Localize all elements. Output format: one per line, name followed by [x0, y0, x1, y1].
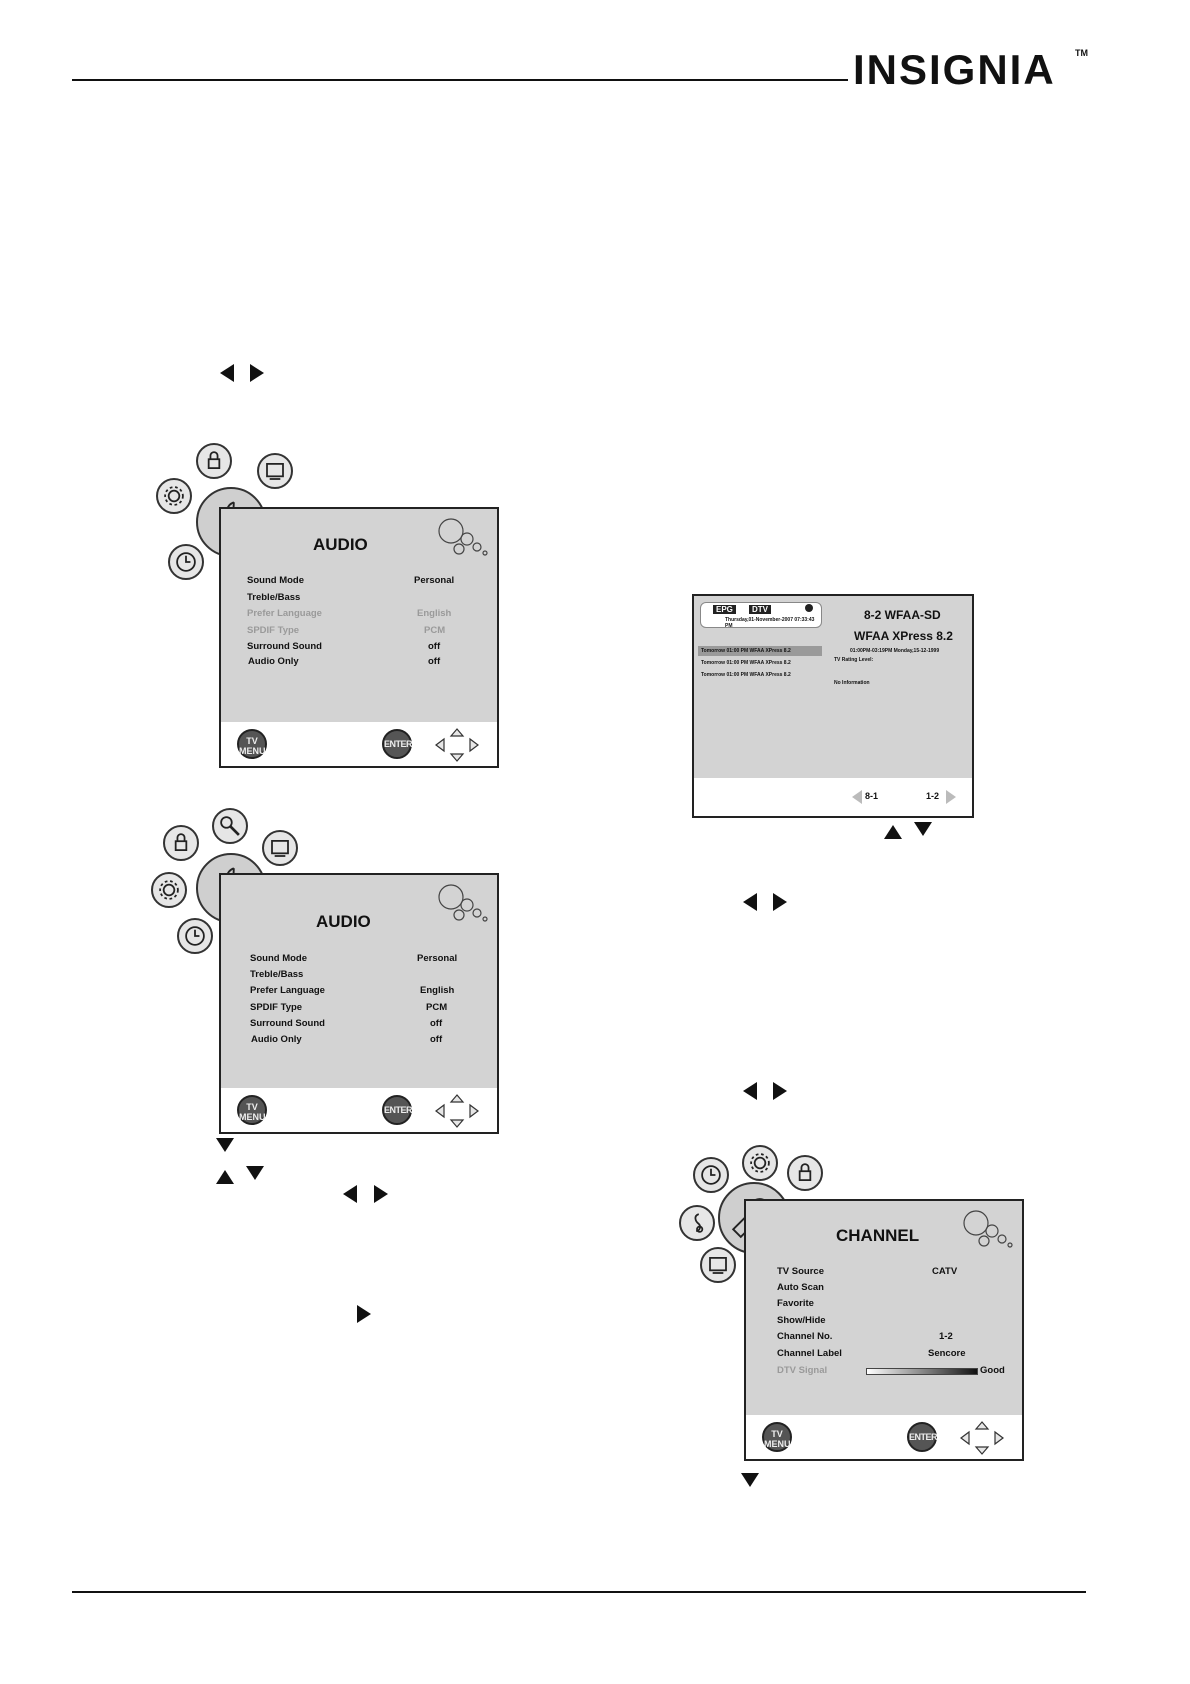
picture-icon — [262, 830, 298, 866]
row-label[interactable]: Auto Scan — [777, 1282, 824, 1293]
left-arrow-icon — [743, 893, 757, 911]
down-arrow-icon — [246, 1166, 264, 1180]
row-label[interactable]: Channel Label — [777, 1348, 842, 1359]
row-label[interactable]: Channel No. — [777, 1331, 833, 1342]
row-value: CATV — [932, 1266, 958, 1277]
row-value: off — [428, 641, 441, 652]
list-item[interactable]: Tomorrow 01:00 PM WFAA XPress 8.2 — [701, 672, 791, 678]
row-label[interactable]: Audio Only — [248, 656, 299, 667]
picture-icon — [700, 1247, 736, 1283]
right-arrow-icon — [357, 1305, 371, 1323]
row-value: off — [430, 1018, 443, 1029]
epg-rating: TV Rating Level: — [834, 657, 874, 663]
epg-time-range: 01:00PM-03:19PM Monday,15-12-1999 — [850, 648, 940, 654]
dtv-tag: DTV — [749, 605, 771, 614]
menu-title: AUDIO — [316, 912, 371, 931]
epg-info: No Information — [834, 680, 870, 686]
row-value: Good — [980, 1365, 1005, 1376]
settings-icon — [151, 872, 187, 908]
down-arrow-icon — [216, 1138, 234, 1152]
row-label[interactable]: SPDIF Type — [250, 1002, 303, 1013]
right-arrow-icon — [374, 1185, 388, 1203]
prev-arrow-icon[interactable] — [852, 790, 862, 804]
audio-menu-2 — [219, 873, 499, 1134]
row-value: English — [420, 985, 455, 996]
up-arrow-icon — [884, 825, 902, 839]
settings-icon — [742, 1145, 778, 1181]
down-arrow-icon — [914, 822, 932, 836]
right-arrow-icon — [773, 893, 787, 911]
nav-arrows-icon — [960, 1421, 1004, 1455]
brand-logo: INSIGNIA — [853, 46, 1056, 93]
settings-icon — [156, 478, 192, 514]
epg-footer — [694, 778, 972, 816]
epg-channel: 8-2 WFAA-SD — [864, 608, 941, 622]
epg-tag-box — [700, 602, 822, 628]
tv-menu-button[interactable]: TV MENU — [237, 729, 267, 759]
row-label[interactable]: Surround Sound — [250, 1018, 325, 1029]
row-label[interactable]: Treble/Bass — [250, 969, 304, 980]
menu-footer — [221, 722, 497, 766]
header-rule — [72, 79, 848, 81]
row-label: Prefer Language — [247, 608, 322, 619]
lock-icon — [163, 825, 199, 861]
row-value: 1-2 — [939, 1331, 953, 1342]
picture-icon — [257, 453, 293, 489]
epg-program: WFAA XPress 8.2 — [854, 629, 953, 643]
row-label[interactable]: Treble/Bass — [247, 592, 301, 603]
channel-menu — [744, 1199, 1024, 1461]
lock-icon — [196, 443, 232, 479]
globe-clock-icon — [168, 544, 204, 580]
row-label: SPDIF Type — [247, 625, 300, 636]
menu-title: AUDIO — [313, 535, 368, 554]
row-value: Personal — [414, 575, 455, 586]
next-arrow-icon[interactable] — [946, 790, 956, 804]
decor-bubbles-icon — [437, 881, 493, 925]
list-item[interactable]: Tomorrow 01:00 PM WFAA XPress 8.2 — [701, 660, 791, 666]
enter-button[interactable]: ENTER — [382, 729, 412, 759]
down-arrow-icon — [741, 1473, 759, 1487]
audio-icon — [679, 1205, 715, 1241]
audio-menu-1 — [219, 507, 499, 768]
signal-bar-fill — [867, 1369, 977, 1374]
right-arrow-icon — [773, 1082, 787, 1100]
prev-channel[interactable]: 8-1 — [865, 791, 879, 801]
decor-bubbles-icon — [437, 515, 493, 559]
right-arrow-icon — [250, 364, 264, 382]
left-arrow-icon — [220, 364, 234, 382]
row-value: Personal — [417, 953, 458, 964]
channel-icon — [212, 808, 248, 844]
footer-rule — [72, 1591, 1086, 1593]
decor-bubbles-icon — [962, 1207, 1018, 1251]
tv-menu-button[interactable]: TV MENU — [237, 1095, 267, 1125]
nav-arrows-icon — [435, 728, 479, 762]
epg-date: Thursday,01-November-2007 07:33:43 PM — [725, 617, 815, 629]
row-label[interactable]: Sound Mode — [247, 575, 304, 586]
left-arrow-icon — [743, 1082, 757, 1100]
row-label[interactable]: Favorite — [777, 1298, 814, 1309]
tv-menu-button[interactable]: TV MENU — [762, 1422, 792, 1452]
enter-button[interactable]: ENTER — [907, 1422, 937, 1452]
up-arrow-icon — [216, 1170, 234, 1184]
epg-tag: EPG — [713, 605, 736, 614]
next-channel[interactable]: 1-2 — [926, 791, 940, 801]
menu-footer — [221, 1088, 497, 1132]
left-arrow-icon — [343, 1185, 357, 1203]
row-value: off — [430, 1034, 443, 1045]
row-label[interactable]: Audio Only — [251, 1034, 302, 1045]
row-value: English — [417, 608, 452, 619]
list-item[interactable]: Tomorrow 01:00 PM WFAA XPress 8.2 — [701, 648, 791, 654]
enter-button[interactable]: ENTER — [382, 1095, 412, 1125]
row-label: DTV Signal — [777, 1365, 828, 1376]
row-label[interactable]: TV Source — [777, 1266, 824, 1277]
row-value: PCM — [426, 1002, 448, 1013]
epg-screen — [692, 594, 974, 818]
lock-icon — [787, 1155, 823, 1191]
row-label[interactable]: Prefer Language — [250, 985, 325, 996]
row-value: PCM — [424, 625, 446, 636]
signal-bar — [866, 1368, 978, 1375]
menu-title: CHANNEL — [836, 1226, 920, 1245]
row-value: Sencore — [928, 1348, 966, 1359]
row-label[interactable]: Sound Mode — [250, 953, 307, 964]
row-label[interactable]: Surround Sound — [247, 641, 322, 652]
trademark: TM — [1075, 48, 1088, 58]
row-value: off — [428, 656, 441, 667]
nav-arrows-icon — [435, 1094, 479, 1128]
globe-clock-icon — [177, 918, 213, 954]
menu-footer — [746, 1415, 1022, 1459]
row-label[interactable]: Show/Hide — [777, 1315, 826, 1326]
info-icon — [805, 604, 813, 612]
